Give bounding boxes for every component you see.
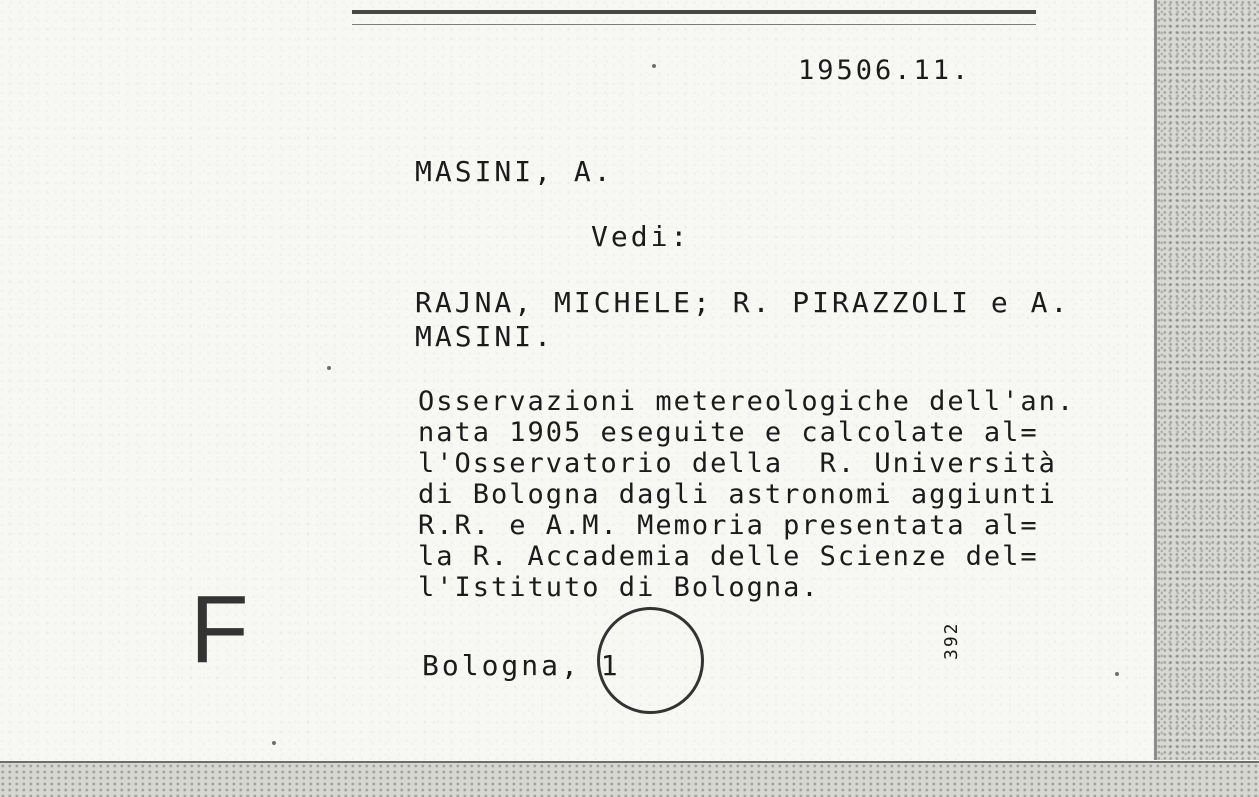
bottom-card-edge bbox=[0, 761, 1259, 797]
card-number: 19506.11. bbox=[798, 55, 972, 86]
reference-line-1: RAJNA, MICHELE; R. PIRAZZOLI e A. bbox=[415, 286, 1071, 319]
reference-line-2: MASINI. bbox=[415, 320, 555, 353]
description-line: l'Osservatorio della R. Università bbox=[418, 448, 1057, 479]
description-line: la R. Accademia delle Scienze del= bbox=[418, 541, 1039, 572]
place-line: Bologna, 1 bbox=[422, 649, 621, 682]
top-rule bbox=[352, 10, 1036, 25]
see-label: Vedi: bbox=[591, 220, 691, 253]
paper-speck bbox=[327, 366, 331, 370]
description-line: l'Istituto di Bologna. bbox=[418, 572, 820, 603]
side-number: 392 bbox=[941, 621, 962, 660]
description-line: Osservazioni metereologiche dell'an. bbox=[418, 386, 1076, 417]
description-line: nata 1905 eseguite e calcolate al= bbox=[418, 417, 1039, 448]
paper-speck bbox=[272, 741, 276, 745]
description-line: R.R. e A.M. Memoria presentata al= bbox=[418, 510, 1039, 541]
right-card-edge bbox=[1154, 0, 1259, 760]
description-line: di Bologna dagli astronomi aggiunti bbox=[418, 479, 1057, 510]
paper-speck bbox=[652, 64, 656, 68]
author-heading: MASINI, A. bbox=[415, 155, 614, 188]
description-block bbox=[418, 386, 1076, 603]
section-marker-letter: F bbox=[190, 576, 249, 683]
paper-speck bbox=[1115, 672, 1119, 676]
punch-hole-circle bbox=[597, 607, 704, 714]
